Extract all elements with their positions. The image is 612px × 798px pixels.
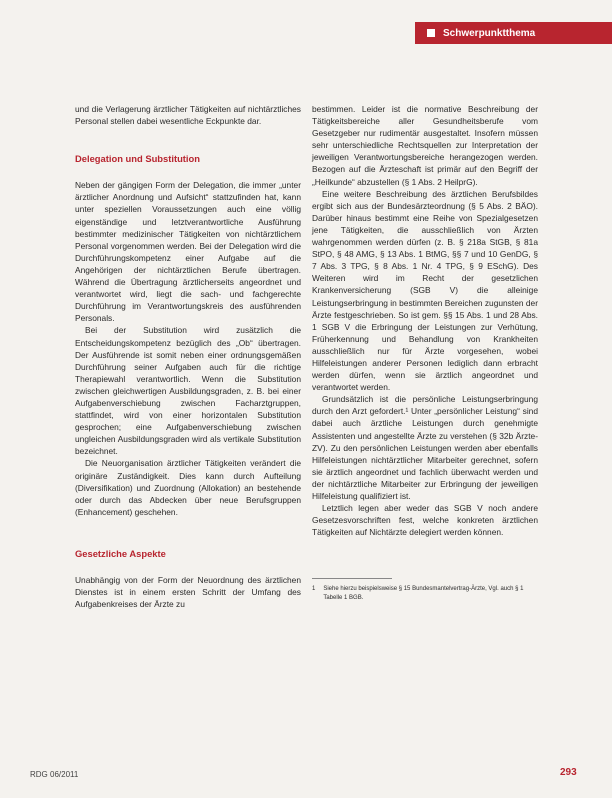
paragraph: Die Neuorganisation ärztlicher Tätigkeiten verändert die originäre Zuständigkeit. Dies kann durch Aufteilung (Diversifikation) und Zuordnung (Allokation) an bestehende oder durch das Abdecken über neue Berufsgruppen (Enhancement) geschehen.	[75, 458, 301, 517]
paragraph: Grundsätzlich ist die persönliche Leistungserbringung durch den Arzt gefordert.¹ Unter „persönlicher Leistung“ sind dabei auch ärztliche Leistungen durch genehmigte Assistenten und angestellte Ärzte zu verstehen (§ 32b Ärzte-ZV). Zu den persönlichen Leistungen werden aber ebenfalls Hilfeleistungen nichtärztlicher Mitarbeiter gerechnet, sofern sie ärztlich angeordnet und fachlich überwacht werden und der nichtärztliche Mitarbeiter zur Erbringung der jeweiligen Hilfeleistung qualifiziert ist.	[312, 394, 538, 501]
paragraph: Bei der Substitution wird zusätzlich die Entscheidungskompetenz bezüglich des „Ob“ übertragen. Der Ausführende ist somit neben einer ordnungsgemäßen Durchführung seiner Aufgaben auch für die richtige Therapiewahl verantwortlich. Wenn die Substitution zwischen gleichwertigen Ausbildungsgraden, z. B. bei einer Aufgabenverschiebung zwischen Facharztgruppen, stattfindet, wird von einer horizontalen Substitution gesprochen; eine Aufgabenverschiebung zwischen ungleichen Ausbildungsgraden wird als vertikale Substitution bezeichnet.	[75, 325, 301, 457]
footnote	[312, 585, 538, 602]
footnote-divider	[312, 578, 392, 579]
journal-footer: RDG 06/2011	[30, 770, 79, 779]
right-column	[312, 103, 538, 602]
section-header-bar	[415, 22, 612, 44]
left-column	[75, 103, 301, 610]
heading-gesetzliche-aspekte: Gesetzliche Aspekte	[75, 547, 166, 559]
section-label: Schwerpunktthema	[443, 27, 536, 39]
page-number: 293	[560, 767, 577, 778]
paragraph: Letztlich legen aber weder das SGB V noch andere Gesetzesvorschriften fest, welche konkreten ärztlichen Tätigkeiten auf Nichtärzte delegiert werden können.	[312, 503, 538, 538]
paragraph: Unabhängig von der Form der Neuordnung des ärztlichen Dienstes ist in einem ersten Schritt der Umfang des Aufgabenkreises der Ärzte zu	[75, 575, 301, 610]
paragraph: Neben der gängigen Form der Delegation, die immer „unter ärztlicher Anordnung und Aufsicht“ stattzufinden hat, kann unter speziellen Voraussetzungen auch eine völlig eigenständige und letztverantwortliche Ausführung bestimmter medizinischer Tätigkeiten von nichtärztlichem Personal vorgenommen werden. Bei der Delegation wird die Durchführungskompetenz einer Aufgabe auf die Angehörigen der nichtärztlichen Berufe übertragen. Während die Übertragung ärztlicherseits angeordnet und verantwortet wird, liegt die sach- und fachgerechte Durchführung im Verantwortungskreis des ausführenden Personals.	[75, 180, 301, 324]
section-square-icon	[427, 29, 435, 37]
paragraph: bestimmen. Leider ist die normative Beschreibung der Tätigkeitsbereiche aller Gesundheitsberufe vom Gesetzgeber nur rudimentär ausgestaltet. Insofern müssen sehr unterschiedliche Rechtsquellen zur Interpretation der jeweiligen Verantwortungsbereiche herangezogen werden. Bezogen auf die Ärzteschaft ist primär auf den Begriff der „Heilkunde“ abzustellen (§ 1 Abs. 2 HeilprG).	[312, 104, 538, 187]
footnote-number: 1	[312, 586, 316, 593]
paragraph: Eine weitere Beschreibung des ärztlichen Berufsbildes ergibt sich aus der Bundesärzteordnung (§ 5 Abs. 2 BÄO). Darüber hinaus bestimmt eine Reihe von Spezialgesetzen jene Tätigkeiten, die ausschließlich von Ärzten wahrgenommen werden dürfen (z. B. § 218a StGB, § 81a StPO, § 48 AMG, § 13 Abs. 1 BtMG, §§ 7 und 10 GenDG, § 7 Abs. 3 TPG, § 8 Abs. 1 Nr. 4 TPG, § 9 ESchG). Des Weiteren wird im Recht der gesetzlichen Krankenversicherung (SGB V) die alleinige Leistungserbringung in bestimmten Bereichen zugunsten der Ärzte festgeschrieben. So ist gem. §§ 15 Abs. 1 und 28 Abs. 1 SGB V die Erbringung der Leistungen zur Verhütung, Früherkennung und Behandlung von Krankheiten ausschließlich nur für Ärzte vorgesehen, wobei Hilfeleistungen anderer Personen lediglich dann erbracht werden dürfen, wenn sie ärztlich angeordnet und verantwortet werden.	[312, 188, 538, 393]
intro-paragraph: und die Verlagerung ärztlicher Tätigkeiten auf nichtärztliches Personal stellen dabei wesentliche Eckpunkte dar.	[75, 104, 301, 127]
footnote-text: Siehe hierzu beispielsweise § 15 Bundesmantelvertrag-Ärzte, Vgl. auch § 1 Tabelle 1 BGB.	[323, 586, 524, 601]
heading-delegation: Delegation und Substitution	[75, 153, 200, 165]
